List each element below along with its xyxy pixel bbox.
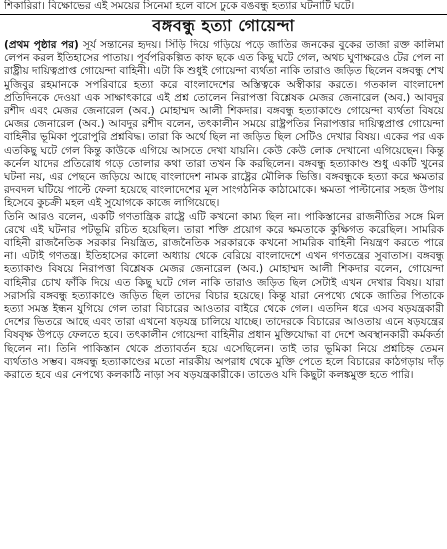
- article-paragraph-1: [4, 39, 444, 211]
- article-paragraph-2: [4, 211, 444, 383]
- previous-article-fragment: শিকারিরা। বিক্ষোভের এই সময়ের সিনেমা হলে বাসে ঢুকে বঙবন্ধু হত্যার ঘটনাটি ঘটে।: [4, 0, 355, 12]
- paragraph-1-text: সূর্য সন্তানের হৃদয়। সিঁড়ি দিয়ে গড়িয়ে পড়ে জাতির জনকের বুকের তাজা রক্ত কালিমা লেপন করল ইতিহাসের পাতায়। পূর্বপরিকল্পিত কাফ ছকে এত কিছু ঘটে গেল, অথচ ঘুণাক্ষরেও টের পেল না রাষ্ট্রীয় দায়িত্বপ্রাপ্ত গোয়েন্দা বাহিনী। এটা কি শুধুই গোয়েন্দা ব্যর্থতা নাকি তারাও জড়িত ছিলেন বঙ্গবন্ধু শেখ মুজিবুর রহমানকে সপরিবারে হত্যা করে বাংলাদেশের অস্তিত্বকে অস্বীকার করতে। গতকাল বাংলাদেশ প্রতিদিনকে দেওয়া এক সাক্ষাৎকারে এই প্রশ্ন তোলেন নিরাপত্তা বিশ্লেষক মেজর জেনারেল (অব.) আবদুর রশীদ এবং মেজর জেনারেল (অব.) মোহাম্মদ আলী শিকদার। বঙ্গবন্ধু হত্যাকাণ্ডে গোয়েন্দা ব্যর্থতা বিষয়ে মেজর জেনারেল (অব.) আবদুর রশীদ বলেন, তৎকালীন সময়ে রাষ্ট্রপতির নিরাপত্তার দায়িত্বপ্রাপ্ত গোয়েন্দা বাহিনীর ভূমিকা পুরোপুরি প্রশ্নবিদ্ধ। তারা কি অর্থে ছিল না জড়িত ছিল সেটিও দেখার বিষয়। একের পর এক এতকিছু ঘটে গেল কিন্তু কাউকে এগিয়ে আসতে দেখা যায়নি। কেউ কেউ লোক দেখানো এগিয়েছেন। কিন্তু কর্নেল যাদের প্রতিরোধ গড়ে তোলার কথা তারা তখন কি করছিলেন। বঙ্গবন্ধু হত্যাকাণ্ড শুধু একটি খুনের ঘটনা নয়, এর পেছনে জড়িয়ে আছে বাংলাদেশ নামক রাষ্ট্রের মৌলিক ভিত্তি। বঙ্গবন্ধুকে হত্যা করে ক্ষমতার রদবদল ঘটিয়ে পাল্টে ফেলা হয়েছে বাংলাদেশের মূল সাংগঠনিক কাঠামোকে। ক্ষমতা পাল্টানোর সহজ উপায় হিসেবে কুচক্রী মহল এই সুযোগকে কাজে লাগিয়েছে।: [4, 39, 444, 210]
- continuation-marker: (প্রথম পৃষ্ঠার পর): [4, 39, 79, 51]
- paragraph-2-text: তিনি আরও বলেন, একটি গণতান্ত্রিক রাষ্ট্রে এটি কখনো কাম্য ছিল না। পাকিস্তানের রাজনীতির সঙ্গে মিল রেখে এই ঘটনার পটভূমি রচিত হয়েছিল। তারা শক্তি প্রয়োগ করে ক্ষমতাকে কুক্ষিগত করেছিল। সামরিক বাহিনী রাজনৈতিক সরকার নিয়ন্ত্রিত, রাজনৈতিক সরকারকে কখনো সামরিক বাহিনী নিয়ন্ত্রণ করতে পারে না। এটাই গণতন্ত্র। ইতিহাসের কালো অধ্যায় থেকে বেরিয়ে বাংলাদেশে এখন গণতন্ত্রের সুবাতাস। বঙ্গবন্ধু হত্যাকাণ্ড বিষয়ে নিরাপত্তা বিশ্লেষক মেজর জেনারেল (অব.) মোহাম্মদ আলী শিকদার বলেন, গোয়েন্দা বাহিনীর চোখ ফাঁকি দিয়ে এত কিছু ঘটে গেল নাকি তারাও জড়িত ছিল সেটাই এখন দেখার বিষয়। যারা সরাসরি বঙ্গবন্ধু হত্যাকাণ্ডে জড়িত ছিল তাদের বিচার হয়েছে। কিন্তু যারা নেপথ্যে থেকে জাতির পিতাকে হত্যা সমস্ত ইন্ধন যুগিয়ে গেল তারা বিচারের আওতার বাইরে থেকে গেল। এতদিন ধরে এসব ষড়যন্ত্রকারী দেশের ভিতরে আছে এবং তারা এখনো ষড়যন্ত্র চালিয়ে যাচ্ছে। তাদেরকে বিচারের আওতায় এনে ষড়যন্ত্রের বিষবৃক্ষ উপড়ে ফেলতে হবে। তৎকালীন গোয়েন্দা বাহিনীর প্রধান মুক্তিযোদ্ধা বা দেশে অবস্থানকারী কর্মকর্তা ছিলেন না। তিনি পাকিস্তান থেকে প্রত্যাবর্তন হয়ে এসেছিলেন। তাই তার ভূমিকা নিয়ে প্রশ্নচিহ্ন তেমন ব্যর্থতাও সম্ভব। বঙ্গবন্ধু হত্যাকাণ্ডের মতো নারকীয় অপরাধ থেকে মুক্তি পেতে হলে বিচারের কাঠগড়ায় দাঁড় করাতে হবে এর নেপথ্যে কলকাঠি নাড়া সব ষড়যন্ত্রকারীকে। তাতেও যদি কিছুটা কলঙ্কমুক্ত হতে পারি।: [4, 210, 444, 382]
- article-body: [4, 39, 444, 547]
- article-headline: বঙ্গবন্ধু হত্যা গোয়েন্দা: [152, 16, 295, 35]
